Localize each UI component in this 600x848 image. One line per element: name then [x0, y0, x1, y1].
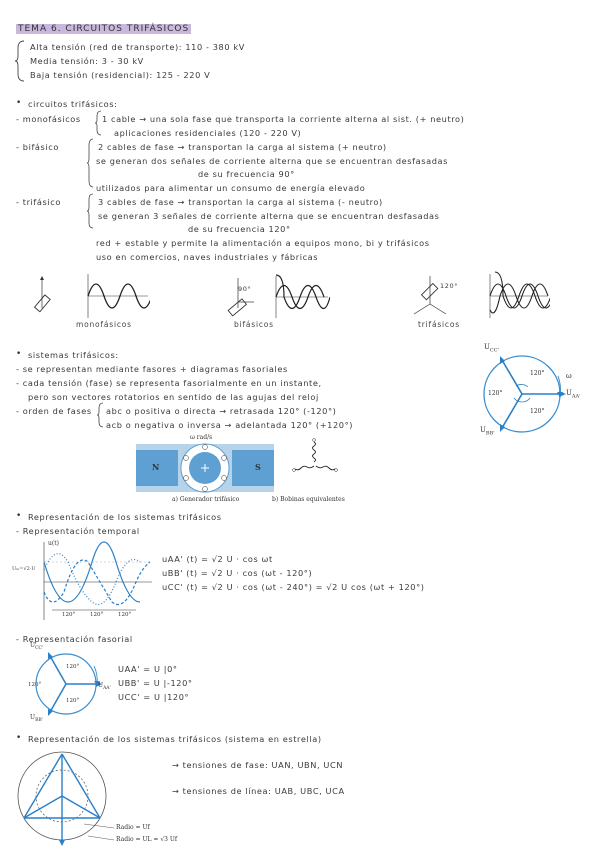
- brace-icon: [86, 193, 94, 229]
- phasor-mid-ubb-label: $U_{BB'}$: [30, 714, 43, 724]
- mono-line-1: 1 cable → una sola fase que transporta la corriente alterna al sist. (+ neutro): [102, 114, 465, 124]
- generator-s: S: [255, 462, 261, 472]
- phasor-mid-ucc-label: $U_{CC'}$: [30, 642, 44, 652]
- tri-line-5: uso en comercios, naves industriales y fábricas: [96, 252, 319, 262]
- tri-line-1: 3 cables de fase → transportan la carga al sistema (- neutro): [98, 197, 383, 207]
- phasor-top-ucc-label: $U_{CC'}$: [484, 343, 499, 354]
- phasor-top-angle-3: 120°: [530, 408, 545, 415]
- brace-icon: [94, 110, 102, 136]
- page-title: TEMA 6. CIRCUITOS TRIFÁSICOS: [18, 24, 190, 34]
- voltage-medium: Media tensión: 3 - 30 kV: [30, 56, 144, 66]
- fasorial-eq-2: UBB' = U |-120°: [118, 678, 193, 688]
- sistemas-line-1: - se representan mediante fasores + diagramas fasoriales: [16, 364, 288, 374]
- phasor-top-omega: ω: [566, 372, 572, 380]
- generator-caption-b: b) Bobinas equivalentes: [272, 496, 345, 503]
- estrella-heading: Representación de los sistemas trifásicos (sistema en estrella): [28, 734, 322, 744]
- voltage-low: Baja tensión (residencial): 125 - 220 V: [30, 70, 211, 80]
- temporal-angle-1: 120°: [62, 612, 76, 618]
- sistemas-order-a: abc o positiva o directa → retrasada 120° (-120°): [106, 406, 337, 416]
- circuitos-heading: circuitos trifásicos:: [28, 99, 118, 109]
- estrella-linea: → tensiones de línea: UAB, UBC, UCA: [172, 786, 345, 796]
- bi-line-2: se generan dos señales de corriente alterna que se encuentran desfasadas: [96, 156, 448, 166]
- mono-phasor-icon: [35, 276, 51, 312]
- bi-line-4: utilizados para alimentar un consumo de energía elevado: [96, 183, 366, 193]
- sistemas-line-2: - cada tensión (fase) se representa fasorialmente en un instante,: [16, 378, 322, 388]
- fasorial-heading: - Representación fasorial: [16, 634, 133, 644]
- brace-icon: [86, 138, 94, 188]
- generator-n: N: [152, 462, 160, 472]
- brace-icon: [14, 40, 26, 82]
- star-phasor-diagram: [14, 746, 164, 846]
- phasor-top-ubb-label: $U_{BB'}$: [480, 426, 495, 437]
- temporal-y-label: u(t): [48, 540, 59, 547]
- temporal-heading: - Representación temporal: [16, 526, 140, 536]
- phasor-top-angle-1: 120°: [530, 370, 545, 377]
- sistemas-order-label: - orden de fases: [16, 406, 92, 416]
- bullet-dot: •: [16, 349, 22, 359]
- temporal-angle-3: 120°: [118, 612, 132, 618]
- tri-wave-label: trifásicos: [418, 320, 460, 329]
- fasorial-eq-3: UCC' = U |120°: [118, 692, 190, 702]
- bi-waveform-figure: [220, 272, 330, 322]
- tri-line-2: se generan 3 señales de corriente alterna que se encuentran desfasadas: [98, 211, 440, 221]
- star-radio-2: Radio = UL = √3 Uf: [116, 836, 178, 843]
- generator-caption-a: a) Generador trifásico: [172, 496, 240, 503]
- temporal-eq-2: uBB' (t) = √2 U · cos (ωt - 120°): [162, 568, 313, 578]
- sistemas-order-b: acb o negativa o inversa → adelantada 120° (+120°): [106, 420, 354, 430]
- coils-figure: [282, 436, 362, 492]
- phasor-top-uaa-label: $U_{AA'}$: [566, 389, 581, 400]
- tri-line-3: de su frecuencia 120°: [188, 224, 291, 234]
- temporal-angle-2: 120°: [90, 612, 104, 618]
- temporal-eq-1: uAA' (t) = √2 U · cos ωt: [162, 554, 273, 564]
- bi-line-1: 2 cables de fase → transportan la carga al sistema (+ neutro): [98, 142, 387, 152]
- representacion-heading: Representación de los sistemas trifásicos: [28, 512, 222, 522]
- mono-line-2: aplicaciones residenciales (120 - 220 V): [114, 128, 302, 138]
- bullet-dot: •: [16, 98, 22, 108]
- temporal-graph: [12, 540, 154, 622]
- tri-line-4: red + estable y permite la alimentación a equipos mono, bi y trifásicos: [96, 238, 430, 248]
- mono-wave-label: monofásicos: [76, 320, 132, 329]
- tri-label: - trifásico: [16, 197, 61, 207]
- mono-label: - monofásicos: [16, 114, 81, 124]
- sistemas-heading: sistemas trifásicos:: [28, 350, 119, 360]
- temporal-amp-label: Uₘ=√2·U: [12, 566, 36, 572]
- tri-angle-label: 120°: [440, 282, 459, 290]
- phasor-mid-angle-1: 120°: [66, 664, 80, 670]
- brace-icon: [96, 402, 104, 428]
- temporal-eq-3: uCC' (t) = √2 U · cos (ωt - 240°) = √2 U cos (ωt + 120°): [162, 582, 425, 592]
- sistemas-line-3: pero son vectores rotatorios en sentido de las agujas del reloj: [28, 392, 319, 402]
- phasor-top-angle-2: 120°: [488, 390, 503, 397]
- bullet-dot: •: [16, 733, 22, 743]
- bullet-dot: •: [16, 511, 22, 521]
- phasor-mid-uaa-label: $U_{AA'}$: [98, 682, 111, 692]
- generator-omega: ω rad/s: [190, 434, 213, 441]
- tri-waveform-figure: [400, 270, 550, 322]
- bi-line-3: de su frecuencia 90°: [198, 169, 295, 179]
- mono-waveform-figure: [30, 270, 150, 322]
- phasor-mid-angle-3: 120°: [66, 698, 80, 704]
- bi-angle-label: 90°: [238, 285, 252, 293]
- bi-label: - bifásico: [16, 142, 59, 152]
- estrella-fase: → tensiones de fase: UAN, UBN, UCN: [172, 760, 344, 770]
- bi-wave-label: bifásicos: [234, 320, 274, 329]
- phasor-mid-angle-2: 120°: [28, 682, 42, 688]
- fasorial-eq-1: UAA' = U |0°: [118, 664, 178, 674]
- star-radio-1: Radio = Uf: [116, 824, 150, 831]
- voltage-high: Alta tensión (red de transporte): 110 - 380 kV: [30, 42, 245, 52]
